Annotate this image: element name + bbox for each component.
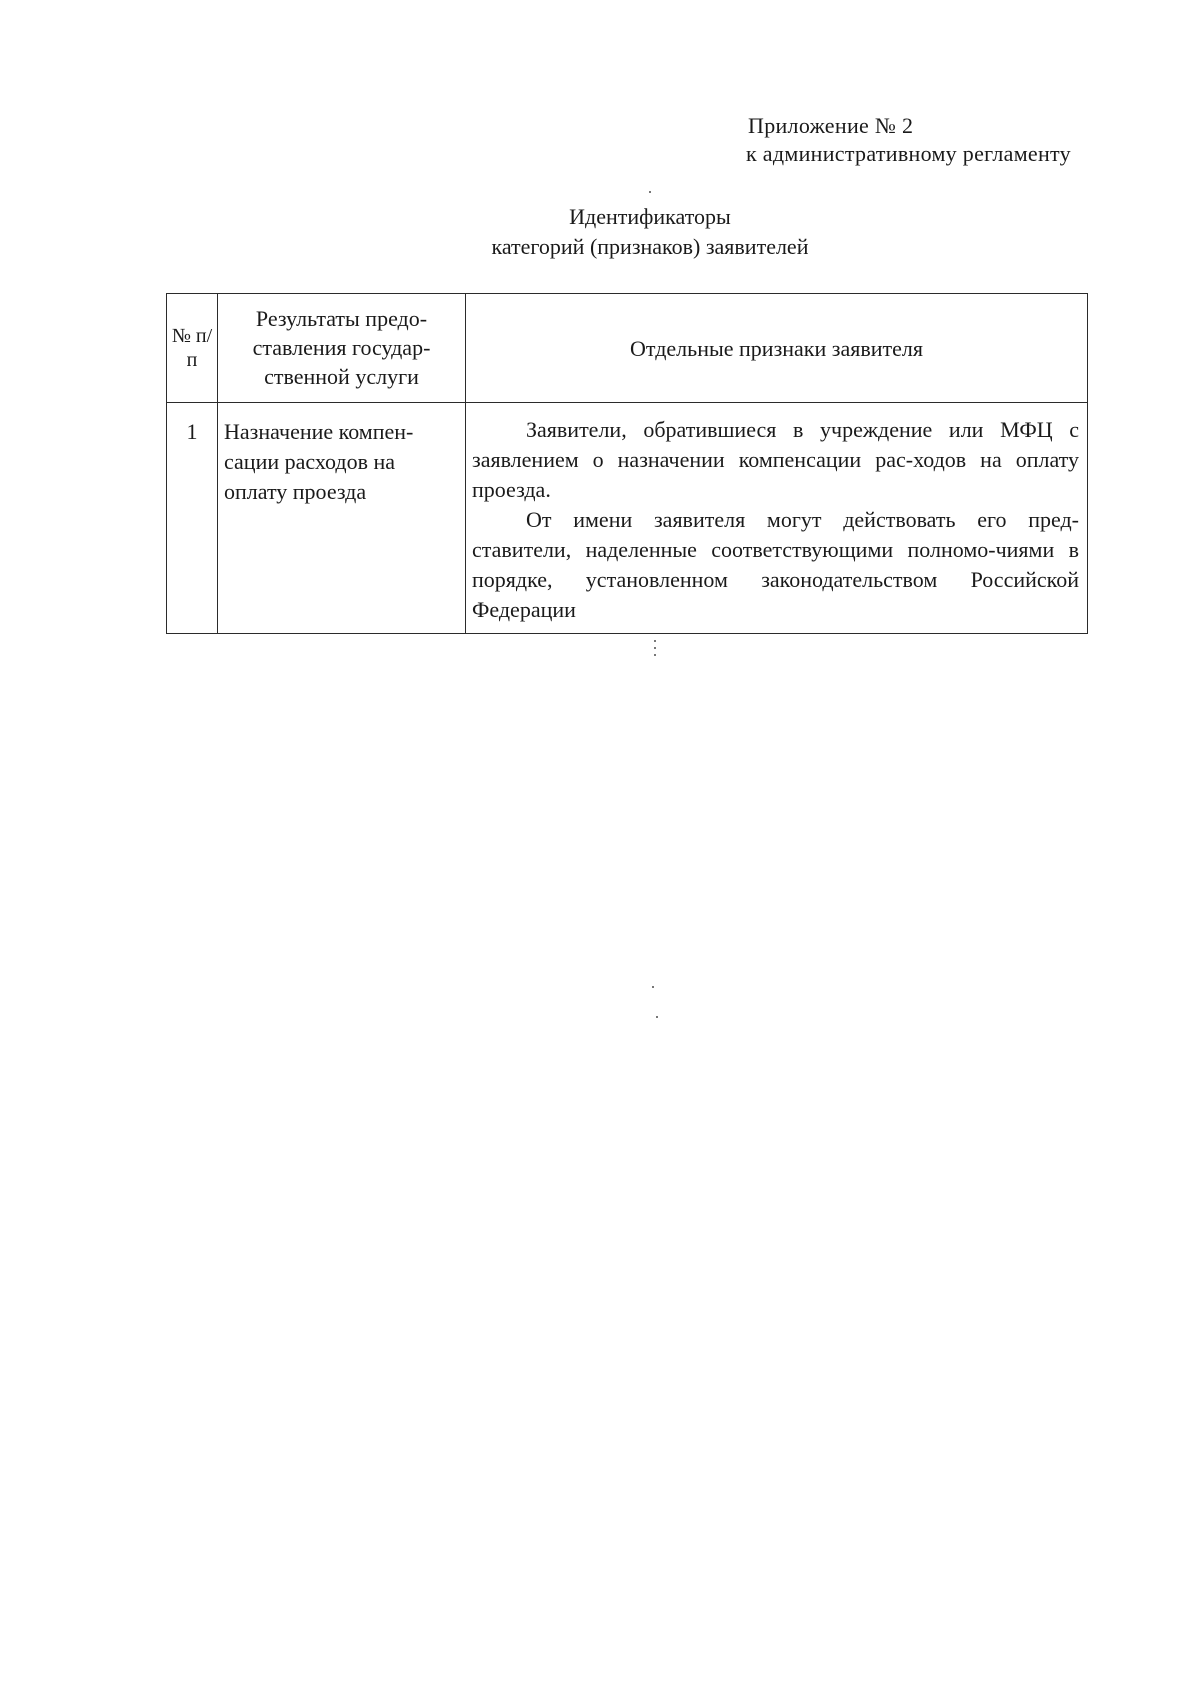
header-signs xyxy=(466,294,1088,403)
row-signs xyxy=(466,403,1088,634)
title-line-2: категорий (признаков) заявителей xyxy=(491,234,809,259)
header-signs-label: Отдельные признаки заявителя xyxy=(630,335,923,361)
signs-paragraph-2: От имени заявителя могут действовать его пред-ставители, наделенные соответствующими полномо-чиями в порядке, установленном законодательством Российской Федерации xyxy=(472,507,1079,622)
table-header-row xyxy=(167,294,1088,403)
header-result-label: Результаты предо-ставления государ-ственной услуги xyxy=(252,305,431,389)
scan-speck xyxy=(654,640,656,642)
scan-speck xyxy=(654,654,656,656)
scan-speck xyxy=(654,647,656,649)
row-result: Назначение компен-сации расходов на оплату проезда xyxy=(218,403,466,634)
scan-speck xyxy=(656,1016,658,1018)
document-title xyxy=(0,202,1200,262)
header-number xyxy=(167,294,218,403)
appendix-reference xyxy=(746,112,1071,168)
row-number: 1 xyxy=(167,403,218,634)
scan-speck xyxy=(649,191,651,193)
appendix-regulation: к административному регламенту xyxy=(746,141,1071,166)
signs-paragraph-1: Заявители, обратившиеся в учреждение или МФЦ с заявлением о назначении компенсации рас-ходов на оплату проезда. xyxy=(472,417,1079,502)
title-line-1: Идентификаторы xyxy=(569,204,731,229)
scan-speck xyxy=(652,986,654,988)
appendix-number: Приложение № 2 xyxy=(748,113,914,138)
applicant-categories-table xyxy=(166,293,1088,634)
table-row xyxy=(167,403,1088,634)
header-result xyxy=(218,294,466,403)
header-number-label: № п/п xyxy=(171,325,213,371)
